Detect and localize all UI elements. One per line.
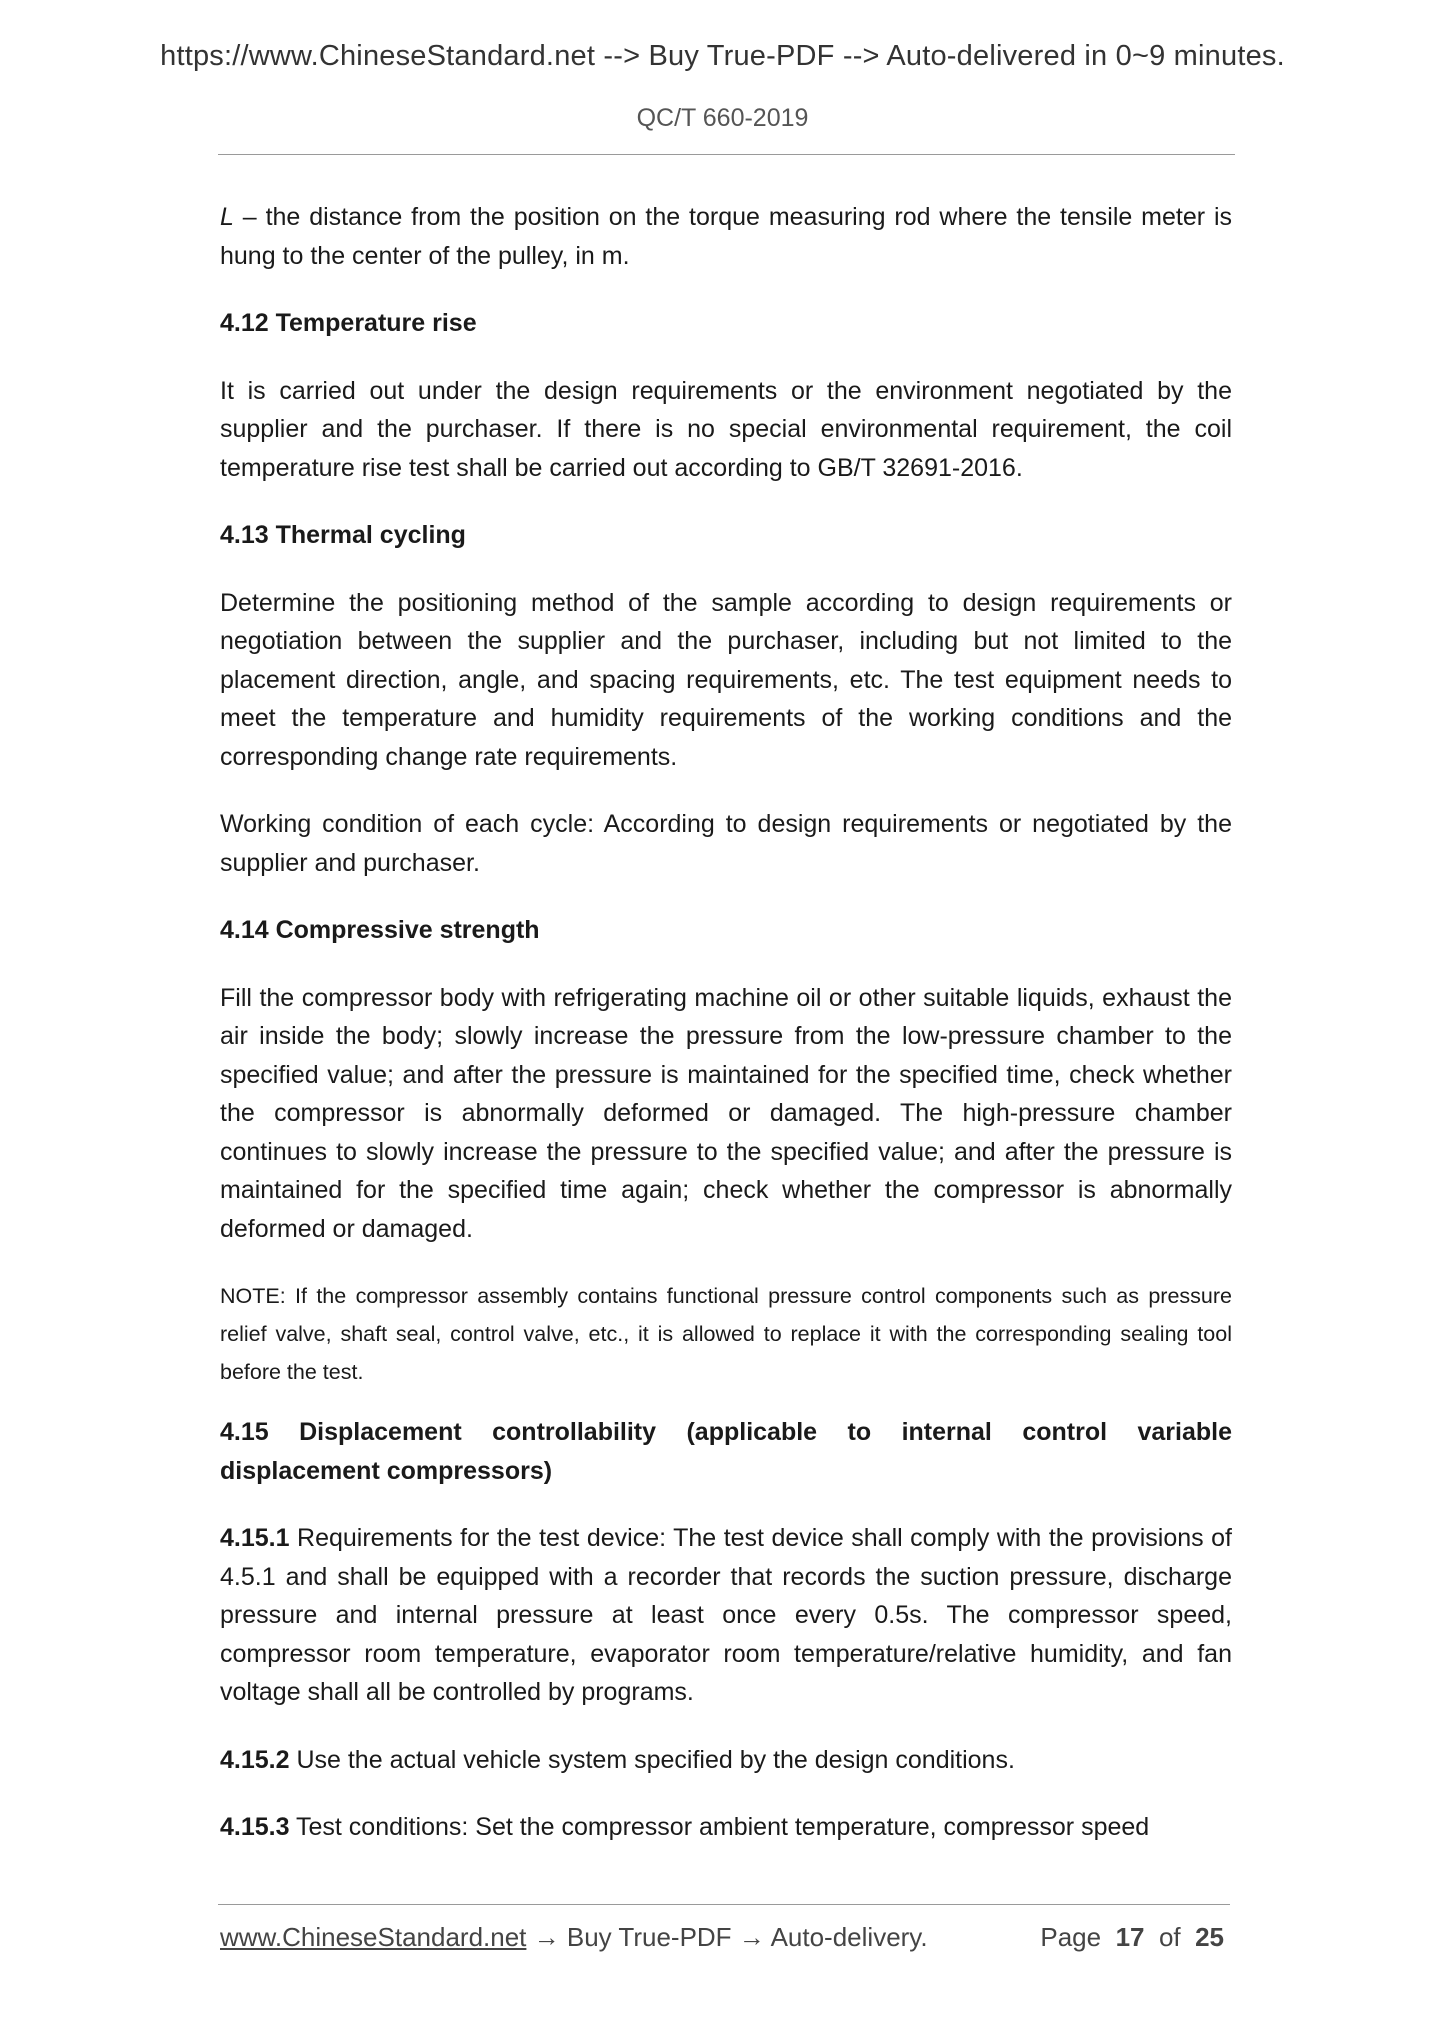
- clause-4-15-2-text: Use the actual vehicle system specified by the design conditions.: [289, 1745, 1015, 1774]
- clause-4-15-3: [220, 1808, 1232, 1847]
- section-4-13-heading: 4.13 Thermal cycling: [220, 521, 466, 549]
- clause-4-15-1: [220, 1519, 1232, 1712]
- clause-4-15-1-number: 4.15.1: [220, 1524, 290, 1552]
- footer-site-link[interactable]: www.ChineseStandard.net: [220, 1922, 527, 1952]
- page-indicator: [1040, 1922, 1224, 1953]
- clause-4-15-3-number: 4.15.3: [220, 1813, 290, 1841]
- variable-definition-text: – the distance from the position on the torque measuring rod where the tensile meter is hung to the center of the pulley, in m.: [220, 203, 1232, 270]
- section-4-13-paragraph-1: Determine the positioning method of the sample according to design requirements or negotiation between the supplier and the purchaser, including but not limited to the placement direction, angle, and spacing requirements, etc. The test equipment needs to meet the temperature and humidity requirements of the working conditions and the corresponding change rate requirements.: [220, 588, 1232, 771]
- clause-4-15-2: [220, 1741, 1232, 1780]
- footer-divider: [218, 1904, 1230, 1905]
- of-label: of: [1158, 1922, 1181, 1952]
- clause-4-15-3-text: Test conditions: Set the compressor ambient temperature, compressor speed: [289, 1813, 1150, 1841]
- section-4-13-paragraph-2: Working condition of each cycle: According to design requirements or negotiated by the supplier and purchaser.: [220, 810, 1232, 877]
- page-footer: [220, 1922, 1232, 1953]
- header-divider: [218, 154, 1235, 155]
- clause-4-15-1-text: Requirements for the test device: The test device shall comply with the provisions of 4.5.1 and shall be equipped with a recorder that records the suction pressure, discharge pressure and internal pressure at least once every 0.5s. The compressor speed, compressor room temperature, evaporator room temperature/relative humidity, and fan voltage shall all be controlled by programs.: [220, 1524, 1232, 1706]
- top-banner: https://www.ChineseStandard.net --> Buy True-PDF --> Auto-delivered in 0~9 minutes.: [160, 40, 1285, 72]
- footer-tagline: → Buy True-PDF → Auto-delivery.: [526, 1922, 928, 1952]
- section-4-12-heading: 4.12 Temperature rise: [220, 309, 477, 337]
- page-content: [220, 198, 1232, 1876]
- standard-code: QC/T 660-2019: [636, 104, 809, 132]
- note-paragraph: NOTE: If the compressor assembly contains functional pressure control components such as pressure relief valve, shaft seal, control valve, etc., it is allowed to replace it with the corresponding sealing tool before the test.: [220, 1284, 1232, 1384]
- page-number: 17: [1115, 1922, 1145, 1952]
- page-total: 25: [1195, 1922, 1224, 1952]
- page-label: Page: [1040, 1922, 1102, 1952]
- section-4-15-heading: 4.15 Displacement controllability (applicable to internal control variable displacement compressors): [220, 1418, 1232, 1485]
- variable-symbol: L: [220, 203, 234, 231]
- section-4-14-text: Fill the compressor body with refrigerating machine oil or other suitable liquids, exhaust the air inside the body; slowly increase the pressure from the low-pressure chamber to the specified value; and after the pressure is maintained for the specified time, check whether the compressor is abnormally deformed or damaged. The high-pressure chamber continues to slowly increase the pressure to the specified value; and after the pressure is maintained for the specified time again; check whether the compressor is abnormally deformed or damaged.: [220, 983, 1232, 1243]
- section-4-14-heading: 4.14 Compressive strength: [220, 916, 540, 944]
- variable-definition: [220, 198, 1232, 275]
- section-4-12-text: It is carried out under the design requirements or the environment negotiated by the supplier and the purchaser. If there is no special environmental requirement, the coil temperature rise test shall be carried out according to GB/T 32691-2016.: [220, 376, 1232, 482]
- clause-4-15-2-number: 4.15.2: [220, 1745, 290, 1774]
